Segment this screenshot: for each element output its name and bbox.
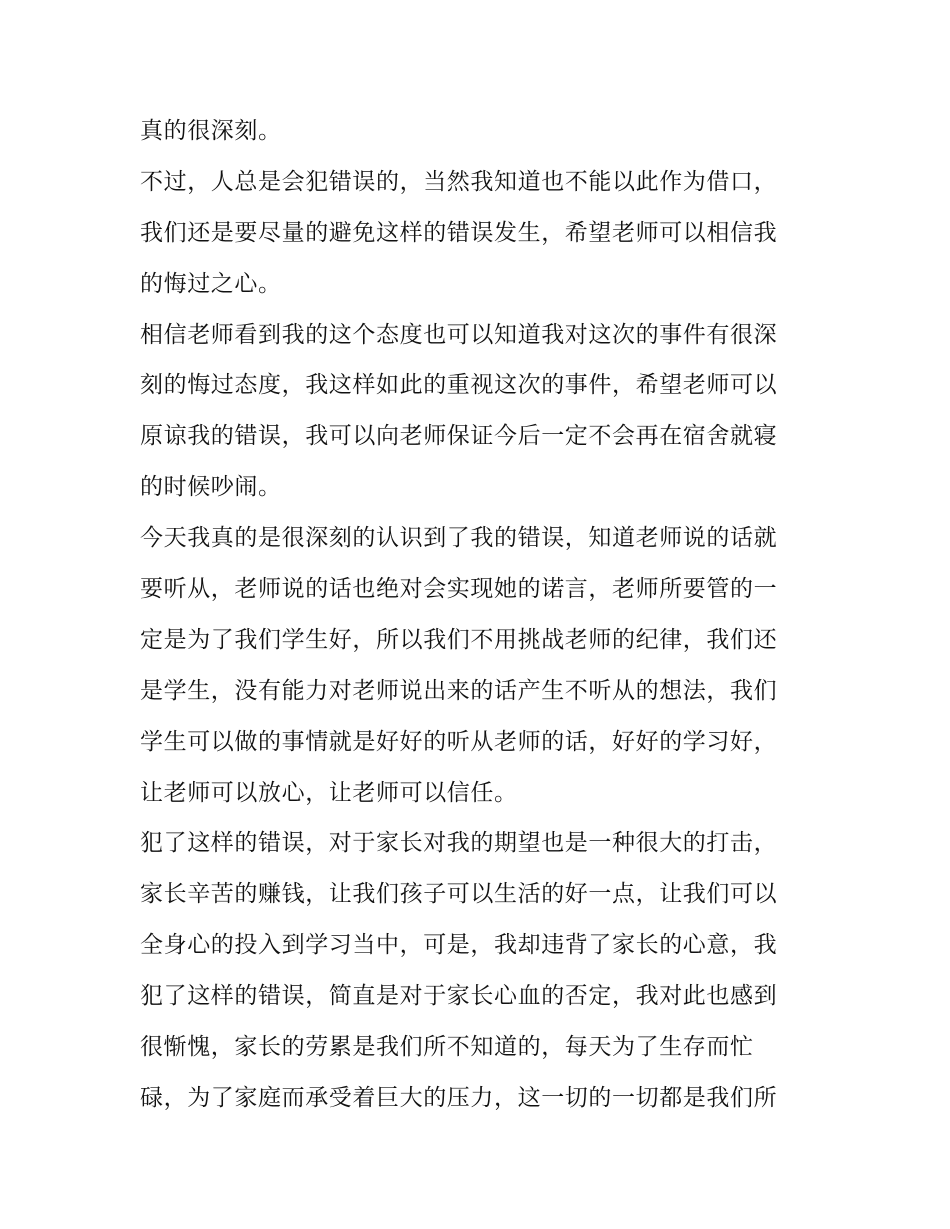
text-line: 原谅我的错误，我可以向老师保证今后一定不会再在宿舍就寝: [140, 423, 778, 450]
text-line: 今天我真的是很深刻的认识到了我的错误，知道老师说的话就: [140, 525, 778, 552]
text-line: 不过，人总是会犯错误的，当然我知道也不能以此作为借口，: [140, 168, 778, 195]
text-line: 犯了这样的错误，简直是对于家长心血的否定，我对此也感到: [140, 983, 778, 1010]
text-line: 的时候吵闹。: [140, 474, 282, 501]
text-line: 学生可以做的事情就是好好的听从老师的话，好好的学习好，: [140, 728, 778, 755]
text-line: 真的很深刻。: [140, 118, 282, 144]
text-line: 的悔过之心。: [140, 270, 282, 297]
text-line: 全身心的投入到学习当中，可是，我却违背了家长的心意，我: [140, 932, 778, 959]
text-line: 犯了这样的错误，对于家长对我的期望也是一种很大的打击，: [140, 830, 778, 857]
text-line: 碌，为了家庭而承受着巨大的压力，这一切的一切都是我们所: [140, 1084, 778, 1111]
document-body: [140, 106, 820, 1124]
text-line: 刻的悔过态度，我这样如此的重视这次的事件，希望老师可以: [140, 372, 778, 399]
text-line: 是学生，没有能力对老师说出来的话产生不听从的想法，我们: [140, 677, 778, 704]
text-line: 很惭愧，家长的劳累是我们所不知道的，每天为了生存而忙: [140, 1034, 754, 1061]
text-line: 定是为了我们学生好，所以我们不用挑战老师的纪律，我们还: [140, 626, 778, 653]
text-line: 要听从，老师说的话也绝对会实现她的诺言，老师所要管的一: [140, 576, 778, 603]
text-line: 相信老师看到我的这个态度也可以知道我对这次的事件有很深: [140, 321, 778, 348]
text-line: 家长辛苦的赚钱，让我们孩子可以生活的好一点，让我们可以: [140, 881, 778, 908]
text-line: 我们还是要尽量的避免这样的错误发生，希望老师可以相信我: [140, 219, 778, 246]
text-line: 让老师可以放心，让老师可以信任。: [140, 779, 518, 806]
